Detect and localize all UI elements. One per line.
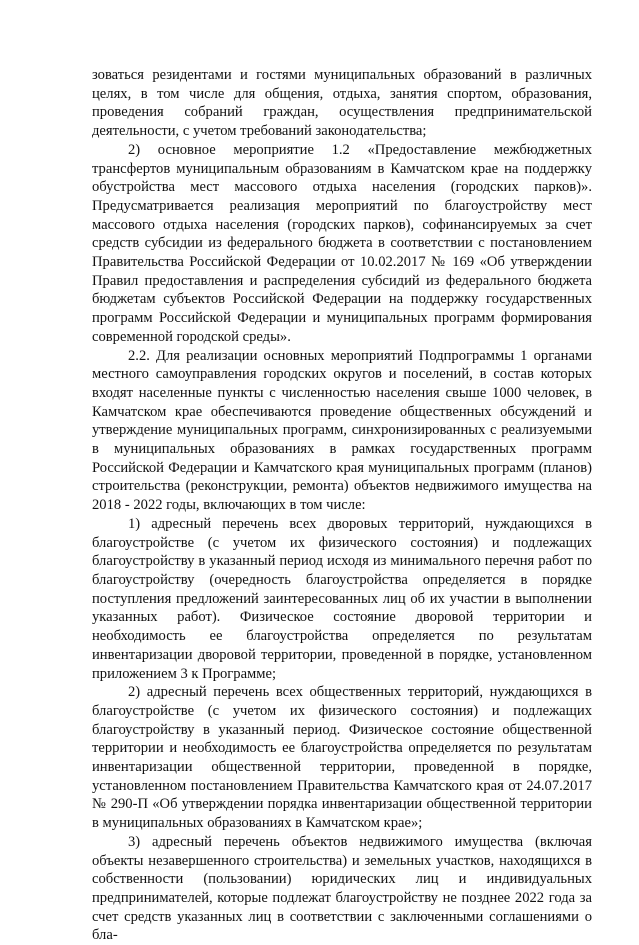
paragraph-continuation: зоваться резидентами и гостями муниципальных образований в различных целях, в том числе для общения, отдыха, занятия спортом, образования, проведения собраний граждан, осуществления предпринимательской деятельности, с учетом требований законодательства; <box>92 67 592 140</box>
paragraph-section-2-2: 2.2. Для реализации основных мероприятий Подпрограммы 1 органами местного самоуправления городских округов и поселений, в состав которых входят населенные пункты с численностью населения свыше 1000 человек, в Камчатском крае обеспечиваются проведение общественных обсуждений и утверждение муниципальных программ, синхронизированных с реализуемыми в муниципальных образованиях в рамках государственных программ Российской Федерации и Камчатского края муниципальных программ (планов) строительства (реконструкции, ремонта) объектов недвижимого имущества на 2018 - 2022 годы, включающих в том числе: <box>92 347 592 514</box>
paragraph-real-estate-list: 3) адресный перечень объектов недвижимого имущества (включая объекты незавершенного строительства) и земельных участков, находящихся в собственности (пользовании) юридических лиц и индивидуальных предпринимателей, которые подлежат благоустройству не позднее 2022 года за счет средств указанных лиц в соответствии с заключенными соглашениями о бла- <box>92 833 592 944</box>
document-body <box>92 66 592 945</box>
paragraph-yard-territories-list: 1) адресный перечень всех дворовых территорий, нуждающихся в благоустройстве (с учетом их физического состояния) и подлежащих благоустройству в указанный период исходя из минимального перечня работ по благоустройству (очередность благоустройства определяется в порядке поступления предложений заинтересованных лиц об их участии в выполнении указанных работ). Физическое состояние дворовой территории и необходимость ее благоустройства определяется по результатам инвентаризации дворовой территории, проведенной в порядке, установленном приложением 3 к Программе; <box>92 515 592 682</box>
paragraph-public-territories-list: 2) адресный перечень всех общественных территорий, нуждающихся в благоустройстве (с учетом их физического состояния) и подлежащих благоустройству в указанный период. Физическое состояние общественной территории и необходимость ее благоустройства определяется по результатам инвентаризации общественной территории, проведенной в порядке, установленном постановлением Правительства Камчатского края от 24.07.2017 № 290-П «Об утверждении порядка инвентаризации общественной территории в муниципальных образованиях в Камчатском крае»; <box>92 684 592 832</box>
paragraph-main-activity-1-2: 2) основное мероприятие 1.2 «Предоставление межбюджетных трансфертов муниципальным образованиям в Камчатском крае на поддержку обустройства мест массового отдыха населения (городских парков)». Предусматривается реализация мероприятий по благоустройству мест массового отдыха населения (городских парков), софинансируемых за счет средств субсидии из федерального бюджета в соответствии с постановлением Правительства Российской Федерации от 10.02.2017 № 169 «Об утверждении Правил предоставления и распределения субсидий из федерального бюджета бюджетам субъектов Российской Федерации на поддержку государственных программ Российской Федерации и муниципальных программ формирования современной городской среды». <box>92 141 592 345</box>
